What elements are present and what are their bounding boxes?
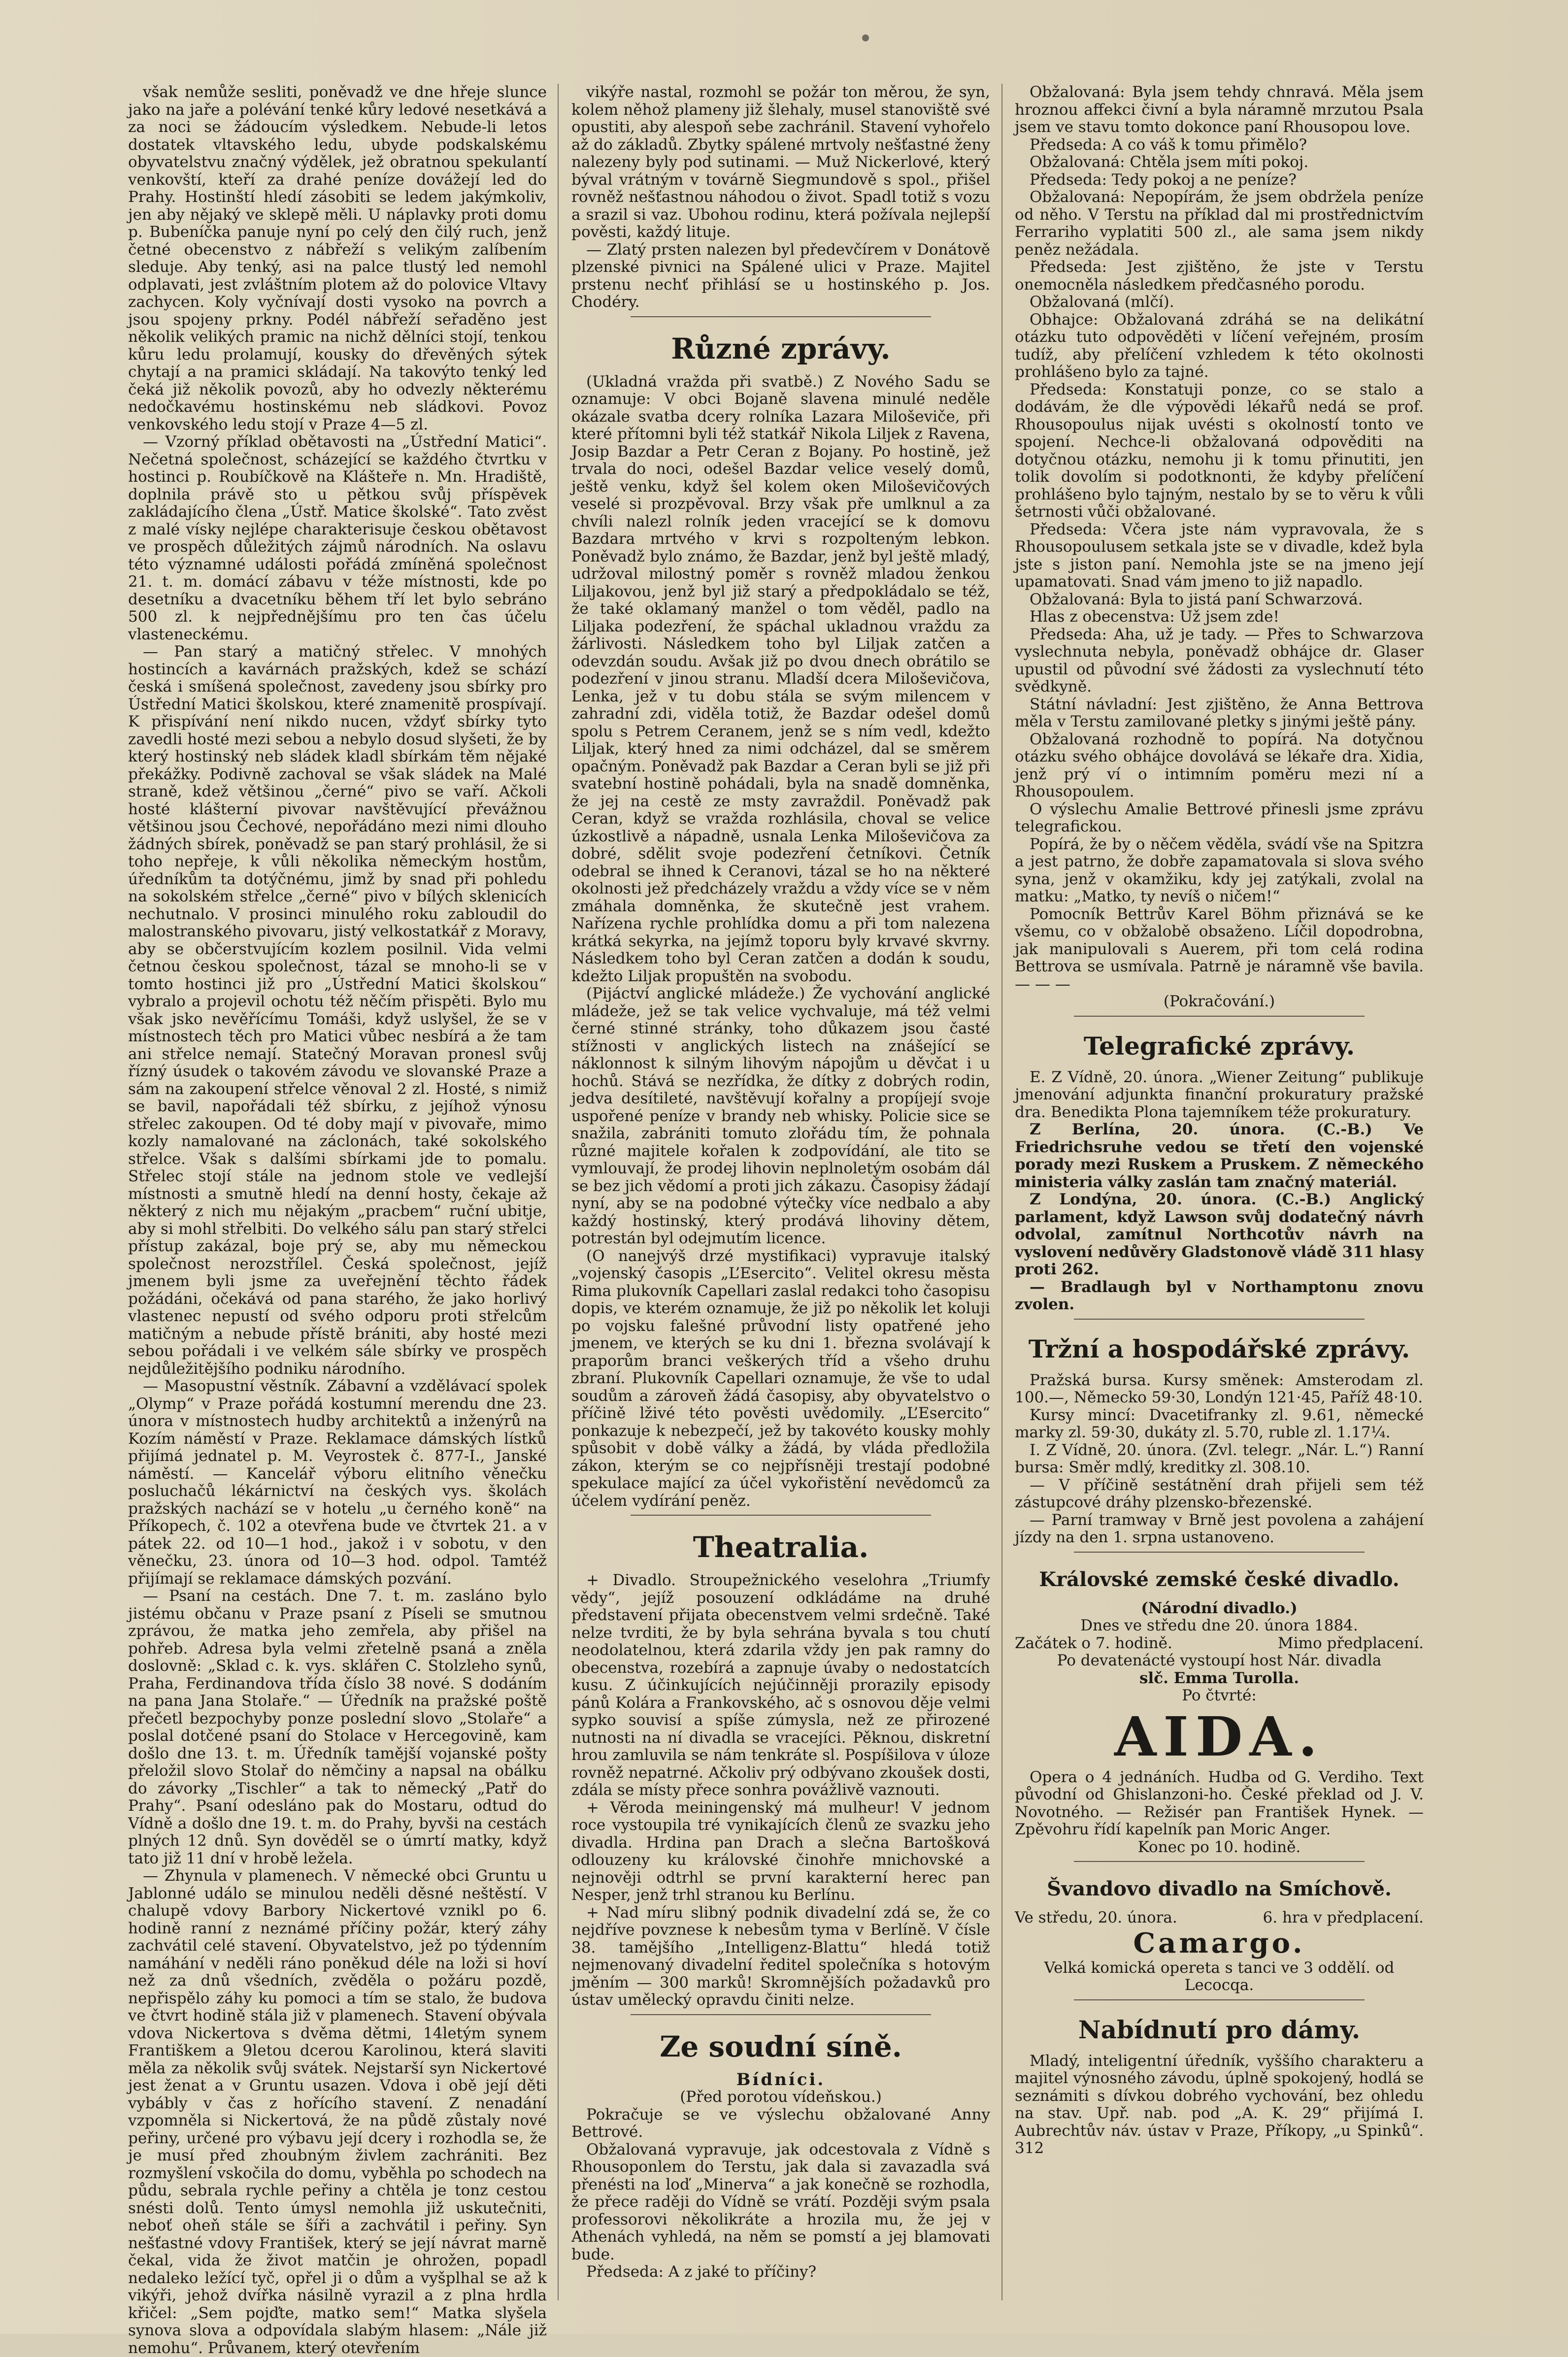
section-heading: Různé zprávy. xyxy=(671,332,891,365)
theatre-heading: Švandovo divadlo na Smíchově. xyxy=(1047,1877,1392,1900)
article-text: Popírá, že by o něčem věděla, svádí vše na Spitzra a jest patrno, že dobře zapamatovala si slova svého syna, jenž v okamžiku, kdy jej zatýkali, zvolal na matku: „Matko, ty nevíš o ničem!“ xyxy=(1015,835,1424,905)
article-text: Pomocník Bettrův Karel Böhm přiznává se ke všemu, co v obžalobě obsaženo. Líčil dopodrobna, jak manipulovali s Auerem, při tom celá rodina Bettrova se usmívala. Patrně je náramně vše bavila. — — — xyxy=(1015,905,1424,993)
article-text: Státní návladní: Jest zjištěno, že Anna Bettrova měla v Terstu zamilované pletky s jinými ještě pány. xyxy=(1015,695,1424,730)
program-line: slč. Emma Turolla. xyxy=(1139,1669,1299,1687)
article-text: Kursy mincí: Dvacetifranky zl. 9.61, německé marky zl. 59·30, dukáty zl. 5.70, ruble zl. 1.17¼. xyxy=(1015,1406,1424,1441)
column-2 xyxy=(571,84,990,2300)
article-text: — Vzorný příklad obětavosti na „Ústřední Matici“. Nečetná společnost, scházející se každého čtvrtku v hostinci p. Roubíčkově na Klášteře n. Mn. Hradiště, doplnila právě sto u pětkou svůj příspěvek zakládajícího člena „Ústř. Matice školské“. Tato zvěst z malé vísky nejlépe charakterisuje českou obětavost ve prospěch důležitých zájmů národních. Na oslavu této významné události pořádá zmíněná společnost 21. t. m. domácí zábavu v téže místnosti, kde po desetníku a dvacetníku během tří let bylo sebráno 500 zl. k nejpřednějšímu pro ten čas účelu vlasteneckému. xyxy=(128,433,547,643)
divider xyxy=(1074,1319,1365,1320)
divider xyxy=(631,316,931,317)
article-text: Z Berlína, 20. února. (C.-B.) Ve Friedrichsruhe vedou se třetí den vojenské porady mezi Ruskem a Pruskem. Z německého ministeria války zaslán tam značný materiál. xyxy=(1015,1121,1424,1191)
article-text: Předseda: Konstatuji ponze, co se stalo a dodávám, že dle výpovědi lékařů nedá se prof. Rhousopoulus nijak uvésti s okolností tonto ve spojení. Nechce-li obžalovaná odpověditi na dotyčnou otázku, nemohu ji k tomu přinutiti, jen tolik dovolím si podotknonti, že kdyby přelíčení prohlášeno bylo tajným, nestalo by se to věru k vůli šetrnosti vůči obžalované. xyxy=(1015,380,1424,521)
punch-hole-mark xyxy=(862,34,869,41)
program-line: Dnes ve středu dne 20. února 1884. xyxy=(1080,1617,1358,1634)
divider xyxy=(1074,1016,1365,1017)
program-line: Mimo předplacení. xyxy=(1277,1634,1424,1652)
divider xyxy=(1074,1999,1365,2000)
article-text: — Pan starý a matičný střelec. V mnohých hostincích a kavárnách pražských, kdež se schází česká i smíšená společnost, zavedeny jsou sbírky pro Ústřední Matici školskou, které znamenitě prospívají. K přispívání není nikdo nucen, vždyť sbírky tyto zavedli hosté mezi sebou a nebylo dosud slyšeti, že by který hostinský neb sládek kladl sbírkám těm nějaké překážky. Podivně zachoval se však sládek na Malé straně, kdež většinou „černé“ pivo se vaří. Ačkoli hosté klášterní pivovar navštěvující převážnou většinou jsou Čechové, nepořádáno mezi nimi dlouho žádných sbírek, poněvadž se pan starý prohlásil, že si toho nepřeje, k vůli několika německým hostům, úředníkům ta dotýčnému, jimž by snad při pohledu na sokolském střelce „černé“ pivo v bílých sklenicích nechutnalo. V prosinci minulého roku zabloudil do malostranského pivovaru, jistý velkostatkář z Moravy, aby se občerstvujícím kozlem posilnil. Vida velmi četnou českou společnost, tázal se mnoho-li se v tomto hostinci již pro „Ústřední Matici školskou“ vybralo a projevil ochotu též něčím přispěti. Bylo mu však jsko nevěřícímu Tomáši, když uslyšel, že se v místnostech těch pro Matici vůbec nesbírá a že tam ani střelce nemají. Statečný Moravan pronesl svůj řízný úsudek o takovém závodu ve slovanské Praze a sám na zakoupení střelce věnoval 2 zl. Hosté, s nimiž se bavil, napořádali též sbírku, z jejíhož výnosu střelec zakoupen. Od té doby mají v pivovaře, mimo kozly namalované na záclonách, také sokolského střelce. Však s dalšími sbírkami jde to pomalu. Střelec stojí stále na jednom stole ve vedlejší místnosti a smutně hledí na denní hosty, čekaje až některý z nich mu nějakým „pracbem“ ruční ubitje, aby si mohl střelbiti. Do velkého sálu pan starý střelci přístup zakázal, boje prý se, aby mu německou společnost nerozstřílel. Česká společnost, jejíž jmenem byli jsme za uveřejnění těchto řádek požádáni, očekává od pana starého, že jako horlivý vlastenec nepustí od svého odporu proti střelcům matičným a nebude přístě brániti, aby hosté mezi sebou pořádali i ve velkém sále sbírky ve prospěch nejdůležitějšího podniku národního. xyxy=(128,643,547,1378)
article-text: (Pijáctví anglické mládeže.) Že vychování anglické mládeže, jež se tak velice vychvaluje, má též velmi černé stinné stránky, toho důkazem jsou časté stížnosti v anglických listech na znášející se náklonnost k silným lihovým nápojům u děvčat i u hochů. Stává se nezřídka, že dítky z dobrých rodin, jedva desítileté, navštěvují kořalny a propíjejí svoje uspořené peníze v brandy neb whisky. Policie sice se snažila, zabrániti tomuto zlořádu tím, že pohnala různé majitele kořalen k zodpovídání, ale tito se vymlouvají, že prodej lihovin neplnoletým osobám dál se bez jich vědomí a proti jich zákazu. Časopisy žádají nyní, aby se na podobné výtečky více nedbalo a aby každý hostinský, který prodává lihoviny dětem, potrestán byl odejmutím licence. xyxy=(571,985,990,1247)
article-text: Obžalovaná: Byla to jistá paní Schwarzová. xyxy=(1030,590,1363,608)
advert-heading: Nabídnutí pro dámy. xyxy=(1078,2015,1361,2044)
article-title: Bídníci. xyxy=(736,2069,826,2090)
article-text: (Ukladná vražda při svatbě.) Z Nového Sadu se oznamuje: V obci Bojaně slavena minulé neděle okázale svatba dcery rolníka Lazara Miloševiče, při které přítomni byli též statkář Nikola Liljek z Ravena, Josip Bazdar a Petr Ceran z Bojany. Po hostině, jež trvala do noci, odešel Bazdar velice veselý domů, ještě venku, když šel kolem oken Miloševičových veselé si prozpěvoval. Brzy však pře umlknul a za chvíli nalezl rolník jeden vracející se k domovu Bazdara mrtvého v krvi s rozpolteným lebkon. Poněvadž bylo známo, že Bazdar, jenž byl ještě mladý, udržoval milostný poměr s rovněž mladou ženkou Liljakovou, jenž byl již starý a předpokládalo se též, že také oklamaný manžel o tom věděl, padlo na Liljaka podezření, že spáchal ukladnou vraždu za žárlivosti. Následkem toho byl Liljak zatčen a odevzdán soudu. Avšak již po dvou dnech obrátilo se podezření v jinou stranu. Mladší dcera Miloševičova, Lenka, jež v tu dobu stála se svým milencem v zahradní zdi, viděla totiž, že Bazdar odešel domů spolu s Petrem Ceranem, jenž se s ním vedl, kdežto Liljak, který hned za nimi odcházel, dal se směrem opačným. Poněvadž pak Bazdar a Ceran byli se již při svatební hostině pohádali, byla na snadě domněnka, že jej na cestě ze msty zavraždil. Poněvadž pak Ceran, když se vražda rozhlásila, choval se velice úzkostlivě a nápadně, usnala Lenka Miloševičova za dobré, sdělit svoje podezření četníkovi. Četník odebral se ihned k Ceranovi, tázal se ho na některé okolnosti jež předcházely vraždu a vždy více se v něm zmáhala domněnka, že skutečně jest vrahem. Nařízena rychle prohlídka domu a při tom nalezena krátká sekyrka, na jejímž toporu byly krvavé skvrny. Následkem toho byl Ceran zatčen a dodán k soudu, kdežto Liljak propuštěn na svobodu. xyxy=(571,372,990,985)
article-text: Předseda: Včera jste nám vypravovala, že s Rhousopoulusem setkala jste se v divadle, kdež byla jste s jiston paní. Nemohla jste se na jmeno její upamatovati. Snad vám jmeno to již napadlo. xyxy=(1015,520,1424,591)
divider xyxy=(631,1515,931,1516)
program-line: Ve středu, 20. února. xyxy=(1015,1909,1177,1926)
article-text: — Zhynula v plamenech. V německé obci Gruntu u Jablonné událo se minulou neděli děsné neštěstí. V chalupě vdovy Barbory Nickertové vznikl po 6. hodině ranní z neznámé příčiny požár, který záhy zachvátil celé stavení. Obyvatelstvo, jež po týdenním namáhání v neděli ráno poněkud déle na loži si hoví než za dnů všedních, zvěděla o požáru pozdě, nepřispělo záhy ku pomoci a tím se stalo, že budova ve čtvrt hodině stála již v plamenech. Stavení obývala vdova Nickertova s dvěma dětmi, 14letým synem Františkem a 9letou dcerou Karolinou, která slaviti měla za několik svůj svátek. Nejstarší syn Nickertové jest ženat a v Gruntu usazen. Vdova i obě její děti vybábly v čas z hořícího stavení. Z nenadání vzpomněla si Nickertová, že na půdě zůstaly nové peřiny, určené pro výbavu její dcery i rozhodla se, že je musí před zhoubným živlem zachrániti. Bez rozmyšlení vskočila do domu, vyběhla po schodech na půdu, sebrala rychle peřiny a chtěla je tonz cestou snésti dolů. Tento úmysl nemohla již uskutečniti, neboť oheň stále se šíři a zachvátil i peřiny. Syn nešťastné vdovy František, který se její návrat marně čekal, vida že život matčin je ohrožen, popadl nedaleko ležící tyč, opřel ji o dům a vyšplhal se až k vikýři, jehož dvířka násilně vyrazil a z plna hrdla křičel: „Sem pojďte, matko sem!“ Matka slyšela synova slova a odpovídala slabým hlasem: „Nále již nemohu“. Průvanem, který otevřením xyxy=(128,1867,547,2357)
article-text: — V příčině sestátnění drah přijeli sem též zástupcové dráhy plzensko-březenské. xyxy=(1015,1476,1424,1511)
column-rule xyxy=(558,84,559,2300)
divider xyxy=(1074,1861,1365,1862)
program-line: Po čtvrté: xyxy=(1182,1687,1257,1704)
opera-title: AIDA. xyxy=(1114,1704,1324,1768)
article-text: — Psaní na cestách. Dne 7. t. m. zasláno bylo jistému občanu v Praze psaní z Píseli se smutnou zprávou, že matka jeho zemřela, aby přišel na pohřeb. Adresa byla velmi zřetelně psaná a zněla doslovně: „Sklad c. k. vys. sklářen C. Stolzleho synů, Praha, Ferdinandova třída číslo 38 nové. S dodáním na pana Jana Stolaře.“ — Úředník na pražské poště přečetl bezpochyby ponze poslední slovo „Stolaře“ a poslal dotčené psaní do Stolace v Hercegovině, kam došlo dne 13. t. m. Úředník tamější vojanské pošty přeložil slovo Stolař do němčiny a napsal na obálku do závorky „Tischler“ a tak to německý „Patř do Prahy“. Psaní odesláno pak do Mostaru, odtud do Vídně a došlo dne 19. t. m. do Prahy, byvši na cestách plných 12 dnů. Syn dověděl se o úmrtí matky, když tato již 11 dní v hrobě ležela. xyxy=(128,1587,547,1867)
article-text: Předseda: Aha, už je tady. — Přes to Schwarzova vyslechnuta nebyla, poněvadž obhájce dr. Glaser upustil od původní své žádosti za vyslechnutí této svědkyně. xyxy=(1015,625,1424,696)
column-1 xyxy=(128,83,547,2357)
section-heading: Telegrafické zprávy. xyxy=(1083,1031,1355,1061)
article-text: Obžalovaná: Nepopírám, že jsem obdržela peníze od něho. V Terstu na příklad dal mi prostřednictvím Ferrariho vyplatiti 500 zl., ale sama jsem nikdy peněz nežádala. xyxy=(1015,188,1424,259)
article-text: + Nad míru slibný podnik divadelní zdá se, že co nejdříve povznese k nebesům tyma v Berlíně. V čísle 38. tamějšího „Intelligenz-Blattu“ hledá totiž nejmenovaný divadelní ředitel společníka s hotovým jměním — 300 marků! Skromnějších požadavků pro ústav umělecký opravdu činiti nelze. xyxy=(571,1903,990,2009)
article-text: Obžalovaná vypravuje, jak odcestovala z Vídně s Rhousoponlem do Terstu, jak dala si zavazadla svá přenésti na loď „Minerva“ a jak konečně se rozhodla, že přece raději do Vídně se vrátí. Později svým psala professorovi několikráte a hrozila mu, že jej v Athenách vyhledá, na něm se pomstí a jej blamovati bude. xyxy=(571,2140,990,2263)
article-text: E. Z Vídně, 20. února. „Wiener Zeitung“ publikuje jmenování adjunkta finanční prokuratury pražské dra. Benedikta Plona tajemníkem téže prokuratury. xyxy=(1015,1068,1424,1121)
article-text: Předseda: A z jaké to příčiny? xyxy=(586,2263,817,2281)
article-text: I. Z Vídně, 20. února. (Zvl. telegr. „Nár. L.“) Ranní bursa: Směr mdlý, kreditky zl. 308.10. xyxy=(1015,1441,1424,1476)
program-row xyxy=(1015,1909,1424,1927)
article-text: (O nanejvýš drzé mystifikaci) vypravuje italský „vojenský časopis „L’Esercito“. Velitel okresu města Rima plukovník Capellari zaslal redakci toho časopisu dopis, ve kterém oznamuje, že již po několik let koluji po vojsku falešné průvodní listy opatřené jeho jmenem, ve kterých se ku dni 1. března svolávají k praporům branci veškerých tříd a všeho druhu zbraní. Plukovník Capellari oznamuje, že vše to udal soudům a zároveň žádá časopisy, aby obyvatelstvo o příčině lživé této pověsti uvědomily. „L’Esercito“ ponkazuje k nebezpečí, jež by takovéto kousky mohly spůsobit v době války a žádá, by vláda předložila zákon, kterým se co nejpřísněji trestají podobné spekulace mající za účel vykořistění nevědomců za účelem vydírání peněz. xyxy=(571,1247,990,1510)
program-row xyxy=(1015,1635,1424,1653)
article-text: Pokračuje se ve výslechu obžalované Anny Bettrové. xyxy=(571,2105,990,2141)
theatre-subheading: (Národní divadlo.) xyxy=(1141,1599,1298,1617)
program-line: Začátek o 7. hodině. xyxy=(1015,1634,1172,1652)
article-text: Obžalovaná: Chtěla jsem míti pokoj. xyxy=(1030,153,1309,171)
divider xyxy=(631,2014,931,2015)
article-text: Pražská bursa. Kursy směnek: Amsterodam zl. 100.—, Německo 59·30, Londýn 121·45, Paříž 48·10. xyxy=(1015,1371,1424,1406)
article-text: Obhajce: Obžalovaná zdráhá se na delikátní otázku tuto odpověděti v líčení veřejném, prosím tudíž, aby přelíčení vzhledem k této okolnosti prohlášeno bylo za tajné. xyxy=(1015,310,1424,381)
article-text: — Parní tramway v Brně jest povolena a zahájení jízdy na den 1. srpna ustanoveno. xyxy=(1015,1511,1424,1546)
program-line: Opera o 4 jednáních. Hudba od G. Verdiho. Text původní od Ghislanzoni-ho. České překlad od J. V. Novotného. — Režisér pan František Hynek. — Zpěvohru řídí kapelník pan Moric Anger. xyxy=(1015,1768,1424,1838)
column-3 xyxy=(1015,84,1424,2300)
article-text: Obžalovaná: Byla jsem tehdy chnravá. Měla jsem hroznou affekci čivní a byla náramně mrzutou Psala jsem ve stavu tomto dokonce paní Rhousopou love. xyxy=(1015,83,1424,136)
operetta-title: Camargo. xyxy=(1133,1926,1305,1959)
section-heading: Tržní a hospodářské zprávy. xyxy=(1028,1334,1410,1363)
article-text: — Bradlaugh byl v Northamptonu znovu zvolen. xyxy=(1015,1278,1424,1313)
program-line: Konec po 10. hodině. xyxy=(1137,1838,1301,1856)
article-text: Předseda: Tedy pokoj a ne peníze? xyxy=(1030,170,1297,189)
program-line: 6. hra v předplacení. xyxy=(1263,1909,1424,1926)
article-subtitle: (Před porotou vídeňskou.) xyxy=(680,2088,882,2106)
advert-text: Mladý, inteligentní úředník, vyššího charakteru a majitel výnosného závodu, úplně spokojený, hodlá se seznámiti s dívkou dobrého vychování, bez ohledu na stav. Upř. nab. pod „A. K. 29“ přijímá I. Aubrechtův náv. ústav v Praze, Příkopy, „u Spinků“. 312 xyxy=(1015,2052,1424,2157)
article-text: vikýře nastal, rozmohl se požár ton měrou, že syn, kolem něhož plameny již šlehaly, musel stanoviště své opustiti, aby alespoň sebe zachránil. Stavení vyhořelo až do základů. Zbytky spálené mrtvoly nešťastné ženy nalezeny byly pod sutinami. — Muž Nickerlové, který býval vrátným v továrně Siegmundově s spol., přišel rovněž nešťastnou náhodou o život. Spadl totiž s vozu a srazil si vaz. Ubohou rodinu, která požívala nejlepší pověsti, každý lituje. xyxy=(571,83,990,241)
program-line: Velká komická opereta s tanci ve 3 oddělí. od Lecocqa. xyxy=(1044,1959,1395,1994)
article-text: Obžalovaná rozhodně to popírá. Na dotyčnou otázku svého obhájce dovolává se lékaře dra. Xidia, jenž prý ví o intimním poměru mezi ní a Rhousopoulem. xyxy=(1015,730,1424,800)
section-heading: Theatralia. xyxy=(693,1530,869,1564)
theatre-heading: Královské zemské české divadlo. xyxy=(1039,1567,1400,1591)
article-text: Předseda: Jest zjištěno, že jste v Terstu onemocněla následkem předčasného porodu. xyxy=(1015,258,1424,294)
article-text: Předseda: A co váš k tomu přimělo? xyxy=(1030,135,1307,154)
program-line: Po devatenácté vystoupí host Nár. divadla xyxy=(1057,1652,1382,1669)
section-heading: Ze soudní síně. xyxy=(660,2029,902,2063)
column-rule xyxy=(1001,84,1002,2300)
article-text: + Divadlo. Stroupežnického veselohra „Triumfy vědy“, jejíž posouzení odkládáme na druhé představení přijata obecenstvem velmi srdečně. Také nelze tvrditi, že by byla sehrána byvala s tou chutí neodolatelnou, která zdarila vždy jen pak ramny do obecenstva, rozebírá a zapnuje úvaby o nedostatcích kusu. Z účinkujících nejúčinněji prorazily episody pánů Kolára a Frankovského, ač s osnovou děje velmi sypko souvisí a spíše zúmysla, než ze přirozené nutnosti na ní divadla se vracejíci. Pěknou, diskretní hrou zamluvila se nám tenkráte sl. Pospíšilova v úloze rovněž nepatrné. Ačkoliv prý odbývano zkoušek dosti, zdála se místy přece sonhra povážlivě vaznouti. xyxy=(571,1571,990,1799)
continuation-note: (Pokračování.) xyxy=(1163,993,1275,1010)
article-text: Obžalovaná (mlčí). xyxy=(1030,293,1174,311)
article-text: však nemůže sesliti, poněvadž ve dne hřeje slunce jako na jaře a polévání tenké kůry ledové nesetkává a za noci se žádoucím výsledkem. Nebude-li letos dostatek vltavského ledu, ubyde podskalskému obyvatelstvu značný výdělek, jež obratnou spekulantí venkovští, kteří za drahé peníze dovážejí led do Prahy. Hostinští hledí zásobiti se ledem jakýmkoliv, jen aby nějaký ve sklepě měli. U náplavky proti domu p. Bubeníčka panuje nyní po celý den čilý ruch, jenž četné obecenstvo z nábřeží s velikým zalíbením sleduje. Aby tenký, asi na palce tlustý led nemohl odplavati, jest zvláštním plotem až do polovice Vltavy zachycen. Koly vyčnívají dosti vysoko na povrch a jsou spojeny prkny. Podél nábřeží seřaděno jest několik velikých pramic na nichž dělníci stojí, tenkou kůru ledu prolamují, kousky do dřevěných sýtek chytají a na pramici skládají. Na takovýto tenký led čeká již několik povozů, aby ho odvezly některému nedočkavému hostinskému neb sládkovi. Povoz venkovského ledu stojí v Praze 4—5 zl. xyxy=(128,83,547,433)
divider xyxy=(1074,1552,1365,1553)
article-text: Z Londýna, 20. února. (C.-B.) Anglický parlament, když Lawson svůj dodatečný návrh odvolal, zamítnul Northcotův návrh na vyslovení nedůvěry Gladstonově vládě 311 hlasy proti 262. xyxy=(1015,1191,1424,1278)
article-text: — Zlatý prsten nalezen byl předevčírem v Donátově plzenské pivnici na Spálené ulici v Praze. Majitel prstenu nechť přihlásí se u hostinského p. Jos. Chodéry. xyxy=(571,240,990,311)
article-text: Hlas z obecenstva: Už jsem zde! xyxy=(1030,608,1279,626)
article-text: + Věroda meiningenský má mulheur! V jednom roce vystoupila tré vynikajících členů ze svazku jeho divadla. Hrdina pan Drach a slečna Bartošková odlouzeny ku královské činohře mnichovské a nejnověji odtrhl se první karakterní herec pan Nesper, jenž trhl stranou ku Berlínu. xyxy=(571,1798,990,1904)
article-text: — Masopustní věstník. Zábavní a vzdělávací spolek „Olymp“ v Praze pořádá kostumní merendu dne 23. února v místnostech hudby architektů a inženýrů na Kozím náměstí v Praze. Reklamace dámských lístků přijímá jednatel p. M. Veyrostek č. 877-I., Janské náměstí. — Kancelář výboru elitního věnečku posluchačů lékárnictví na českých vys. školách pražských nachází se v hotelu „u černého koně“ na Příkopech, č. 102 a otevřena bude ve čtvrtek 21. a v pátek 22. od 10—1 hod., jakož i v sobotu, v den věnečku, 23. února od 10—3 hod. odpol. Tamtéž přijímají se reklamace dámských pozvání. xyxy=(128,1377,547,1588)
article-text: O výslechu Amalie Bettrové přinesli jsme zprávu telegrafickou. xyxy=(1015,800,1424,835)
